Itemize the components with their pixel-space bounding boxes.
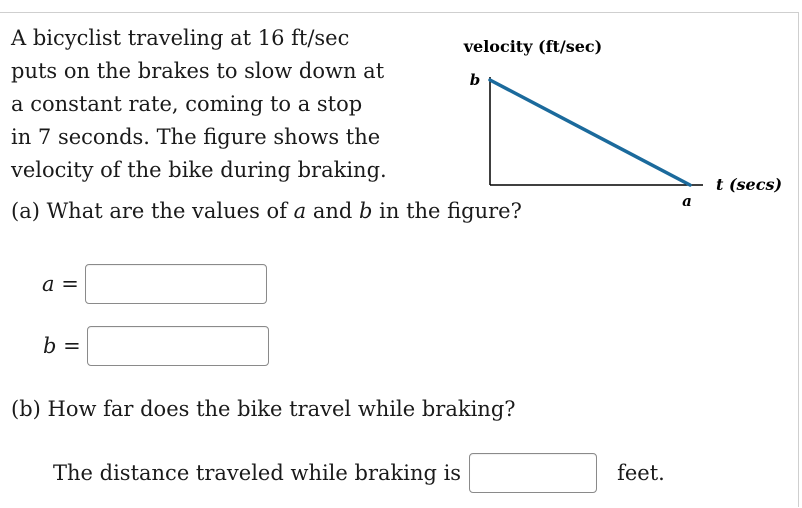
a-input[interactable] (85, 264, 267, 304)
part-a-var-b: b (359, 199, 373, 223)
a-answer-row (42, 264, 267, 304)
b-label: b = (43, 334, 81, 358)
distance-answer-row (53, 453, 665, 493)
velocity-line (490, 80, 690, 185)
problem-line-5: velocity of the bike during braking. (11, 158, 387, 182)
x-axis-label (716, 175, 782, 194)
b-answer-row (43, 326, 269, 366)
problem-line-1: A bicyclist traveling at 16 ft/sec (11, 26, 350, 50)
b-input[interactable] (87, 326, 269, 366)
part-a-suffix: in the figure? (372, 199, 522, 223)
part-a-mid: and (306, 199, 360, 223)
part-b-question: (b) How far does the bike travel while braking? (11, 397, 516, 421)
a-label: a = (42, 272, 79, 296)
distance-unit: feet. (617, 461, 665, 485)
problem-line-2: puts on the brakes to slow down at (11, 59, 385, 83)
part-a-var-a: a (293, 199, 307, 223)
part-a-question (11, 199, 522, 223)
y-intercept-label: b (469, 71, 481, 89)
distance-input[interactable] (469, 453, 597, 493)
x-intercept-label: a (682, 192, 692, 210)
part-a-prefix: (a) What are the values of (11, 199, 294, 223)
distance-prompt: The distance traveled while braking is (53, 461, 462, 485)
problem-line-3: a constant rate, coming to a stop (11, 92, 363, 116)
y-axis-label: velocity (ft/sec) (463, 37, 603, 56)
x-axis-label-text: t (secs) (716, 175, 783, 194)
problem-line-4: in 7 seconds. The figure shows the (11, 125, 381, 149)
